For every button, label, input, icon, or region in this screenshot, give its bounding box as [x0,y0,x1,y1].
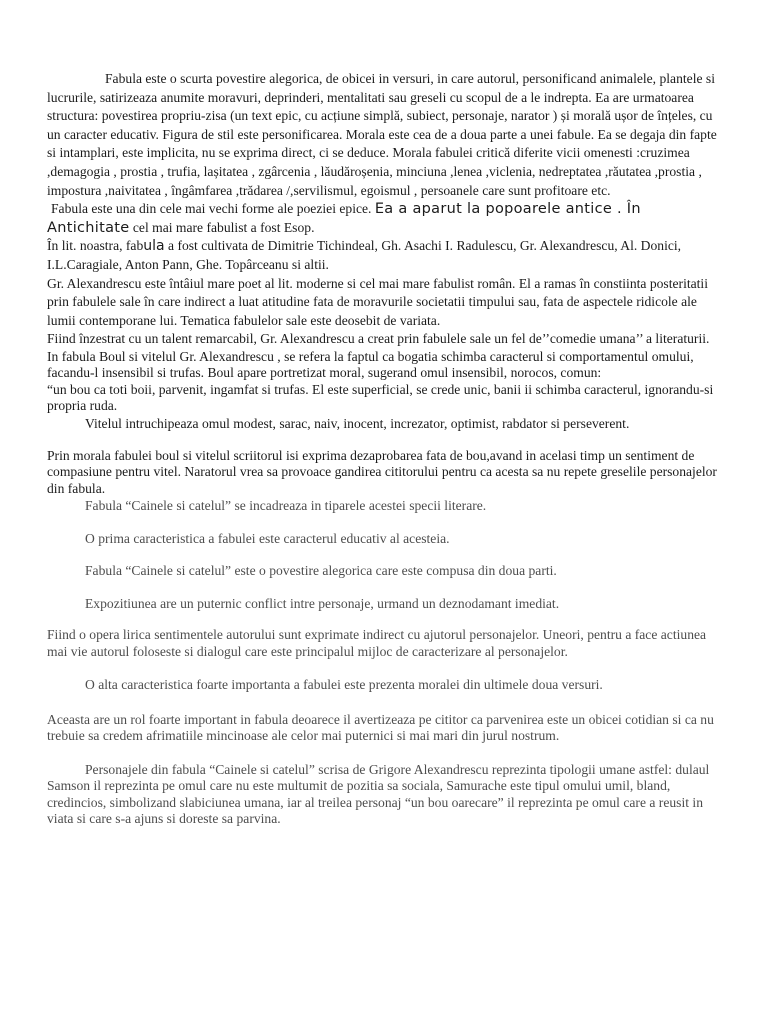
paragraph-morala-versuri: O alta caracteristica foarte importanta a fabulei este prezenta moralei din ultimele doua versuri. [85,677,603,693]
paragraph-alexandrescu: Gr. Alexandrescu este întâiul mare poet al lit. moderne si cel mai mare fabulist român. El a ramas în constiinta posteritatii prin fabulele sale în care indirect a luat atitudine fata de moravurile societatii timpului sau, fata de aspectele ridicole ale lumii contemporane lui. Tematica fabulelor sale este deosebit de variata. [47,275,708,328]
paragraph-history [47,200,723,237]
paragraph-opera-lirica: Fiind o opera lirica sentimentele autorului sunt exprimate indirect cu ajutorul personajelor. Uneori, pentru a face actiunea mai vie autorul foloseste si dialogul care este principalul mijloc de caracterizare al personajelor. [47,627,707,659]
paragraph-romanian-fabulists [47,237,723,274]
paragraph-doua-parti: Fabula “Cainele si catelul” este o povestire alegorica care este compusa din doua parti. [85,563,557,579]
history-text-a: Fabula este una din cele mai vechi forme ale poeziei epice. [51,201,375,217]
paragraph-definition: Fabula este o scurta povestire alegorica, de obicei in versuri, in care autorul, personificand animalele, plantele si lucrurile, satirizeaza anumite moravuri, deprinderi, mentalitati sau greseli cu scopul de a le indrepta. Ea are urmatoarea structura: povestirea propriu-zisa (un text epic, cu acțiune simplă, subiect, personaje, narator ) și morală ușor de înțeles, cu un caracter educativ. Figura de stil este personificarea. Morala este cea de a doua parte a unei fabule. Ea se degaja din fapte si intamplari, este implicita, nu se exprima direct, ci se deduce. Morala fabulei critică diferite vicii omenesti :cruzimea ,demagogia , prostia , trufia, lașitatea , zgârcenia , lăudăroșenia, minciuna ,lenea ,viclenia, nedreptatea ,răutatea ,prostia , impostura ,naivitatea , îngâmfarea ,trădarea /,servilismul, egoismul , persoanele care sunt profitoare etc. [47,71,717,198]
fabulists-text-a: În lit. noastra, fab [47,238,144,254]
paragraph-bou-quote: “un bou ca toti boii, parvenit, ingamfat si trufas. El este superficial, se crede unic, banii ii schimba caracterul, ignorandu-si propria ruda. [47,381,714,414]
paragraph-cainele-intro: Fabula “Cainele si catelul” se incadreaza in tiparele acestei specii literare. [85,498,487,513]
document-body [47,70,723,828]
fabulists-text-b: ula [143,238,165,255]
fabulists-text-c: a fost cultivata de Dimitrie Tichindeal, Gh. Asachi I. Radulescu, Gr. Alexandrescu, Al. Donici, I.L.Caragiale, Anton Pann, Ghe. Topârceanu si altii. [47,238,682,272]
paragraph-comedie-umana: Fiind înzestrat cu un talent remarcabil, Gr. Alexandrescu a creat prin fabulele sale un fel de’’comedie umana’’ a literaturii. [47,331,710,347]
paragraph-boul-si-vitelul: In fabula Boul si vitelul Gr. Alexandrescu , se refera la faptul ca bogatia schimba caracterul si comportamentul omului, facandu-l insensibil si trufas. Boul apare portretizat moral, sugerand omul insensibil, norocos, comun: [47,348,694,381]
history-text-highlight: Ea a aparut la popoarele antice . În Antichitate [47,201,641,236]
history-text-c: cel mai mare fabulist a fost Esop. [129,219,315,235]
paragraph-vitelul: Vitelul intruchipeaza omul modest, sarac, naiv, inocent, increzator, optimist, rabdator si perseverent. [85,415,630,431]
paragraph-rol-morala: Aceasta are un rol foarte important in fabula deoarece il avertizeaza pe cititor ca parvenirea este un obicei cotidian si ca nu trebuie sa credem afrimatiile mincinoase ale celor mai puternici si mai mari din jurul nostrum. [47,711,714,744]
paragraph-morala-boul: Prin morala fabulei boul si vitelul scriitorul isi exprima dezaprobarea fata de bou,avand in acelasi timp un sentiment de compasiune pentru vitel. Naratorul vrea sa provoace gandirea cititorului pentru ca acesta sa nu repete greselile personajelor din fabula. [47,447,717,496]
paragraph-expozitiunea: Expozitiunea are un puternic conflict intre personaje, urmand un deznodamant imediat. [85,595,560,611]
paragraph-personaje: Personajele din fabula “Cainele si catelul” scrisa de Grigore Alexandrescu reprezinta tipologii umane astfel: dulaul Samson il reprezinta pe omul care nu este multumit de pozitia sa sociala, Samurache este tipul omului umil, bland, credincios, simbolizand slabiciunea umana, iar al treilea personaj “un bou oarecare” il reprezinta pe omul care a reusit in viata si care s-a ajuns si doreste sa parvina. [47,761,710,827]
paragraph-caracter-educativ: O prima caracteristica a fabulei este caracterul educativ al acesteia. [85,530,450,546]
